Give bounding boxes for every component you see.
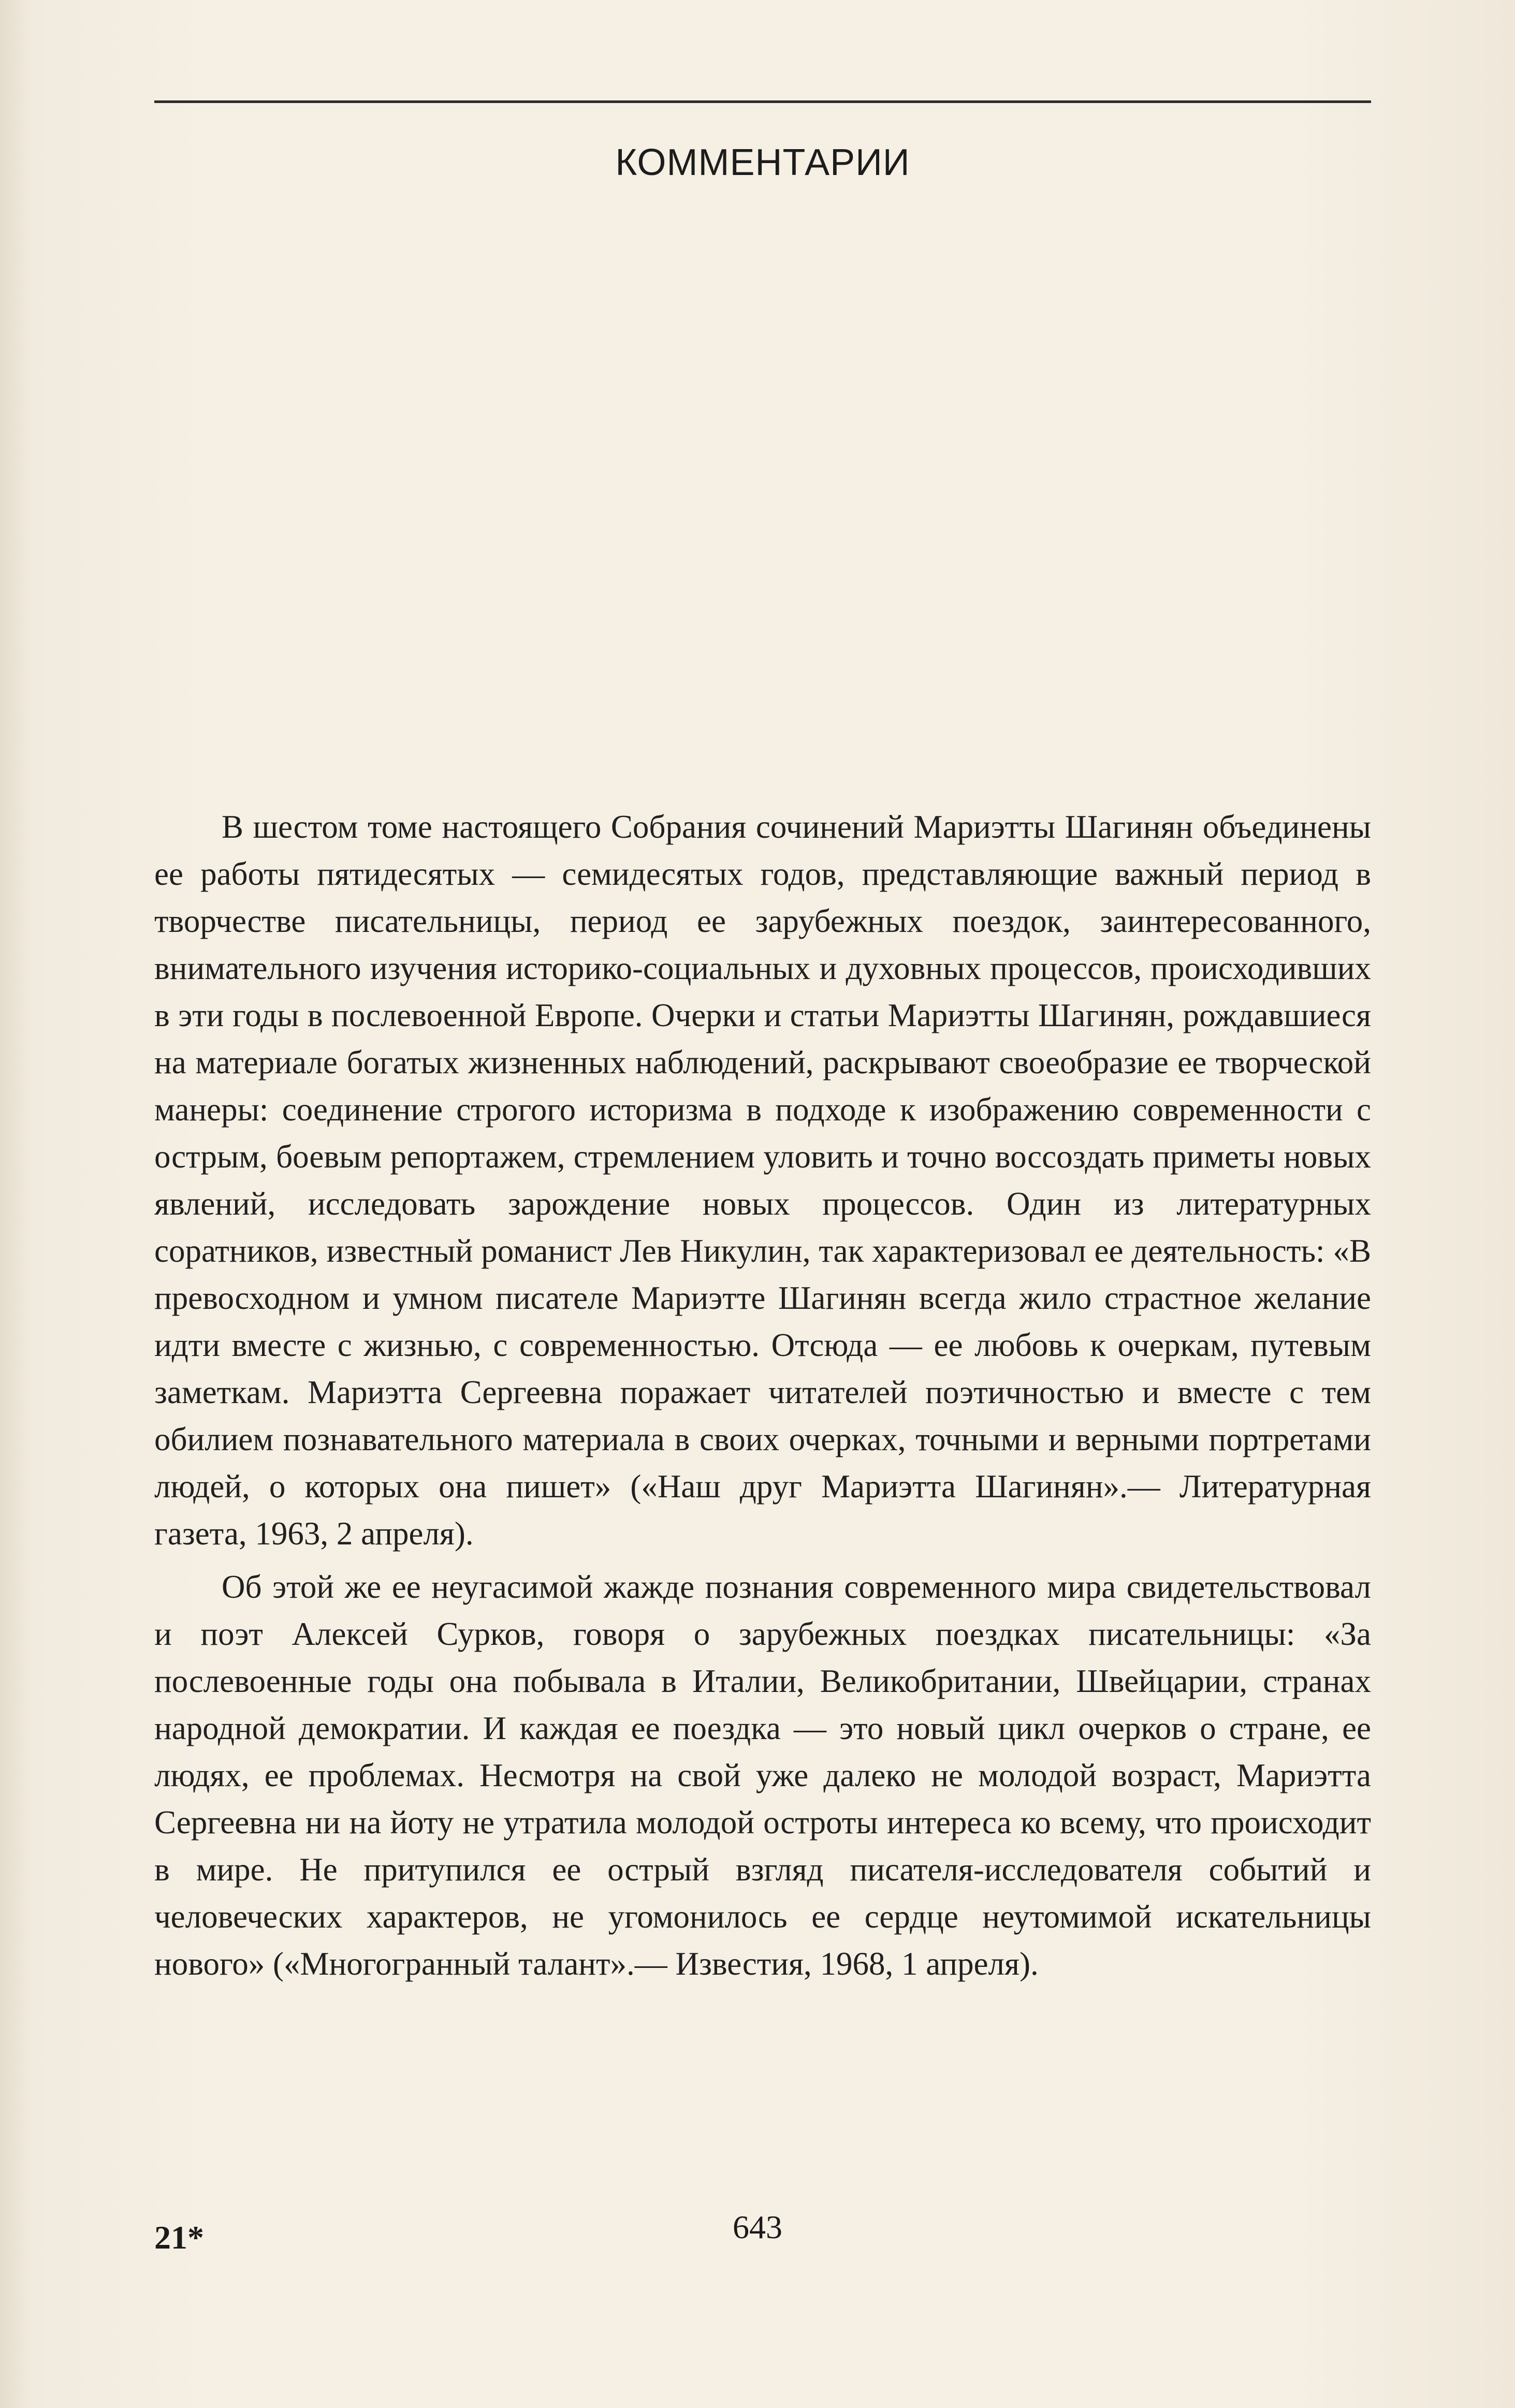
page-number: 643	[733, 2209, 782, 2245]
paragraph-1: В шестом томе настоящего Собрания сочинений Мариэтты Шагинян объединены ее работы пятидесятых — семидесятых годов, представляющие важный период в творчестве писательницы, период ее зарубежных поездок, заинтересованного, внимательного изучения историко-социальных и духовных процессов, происходивших в эти годы в послевоенной Европе. Очерки и статьи Мариэтты Шагинян, рождавшиеся на материале богатых жизненных наблюдений, раскрывают своеобразие ее творческой манеры: соединение строгого историзма в подходе к изображению современности с острым, боевым репортажем, стремлением уловить и точно воссоздать приметы новых явлений, исследовать зарождение новых процессов. Один из литературных соратников, известный романист Лев Никулин, так характеризовал ее деятельность: «В превосходном и умном писателе Мариэтте Шагинян всегда жило страстное желание идти вместе с жизнью, с современностью. Отсюда — ее любовь к очеркам, путевым заметкам. Мариэтта Сергеевна поражает читателей поэтичностью и вместе с тем обилием познавательного материала в своих очерках, точными и верными портретами людей, о которых она пишет» («Наш друг Мариэтта Шагинян».— Литературная газета, 1963, 2 апреля).	[154, 809, 1371, 1552]
body-text	[154, 804, 1371, 1988]
paragraph-2: Об этой же ее неугасимой жажде познания современного мира свидетельствовал и поэт Алексей Сурков, говоря о зарубежных поездках писательницы: «За послевоенные годы она побывала в Италии, Великобритании, Швейцарии, странах народной демократии. И каждая ее поездка — это новый цикл очерков о стране, ее людях, ее проблемах. Несмотря на свой уже далеко не молодой возраст, Мариэтта Сергеевна ни на йоту не утратила молодой остроты интереса ко всему, что происходит в мире. Не притупился ее острый взгляд писателя-исследователя событий и человеческих характеров, не угомонилось ее сердце неутомимой искательницы нового» («Многогранный талант».— Известия, 1968, 1 апреля).	[154, 1569, 1371, 1982]
page-title: КОММЕНТАРИИ	[615, 142, 910, 183]
header-rule	[154, 100, 1371, 103]
signature-mark: 21*	[154, 2219, 204, 2256]
